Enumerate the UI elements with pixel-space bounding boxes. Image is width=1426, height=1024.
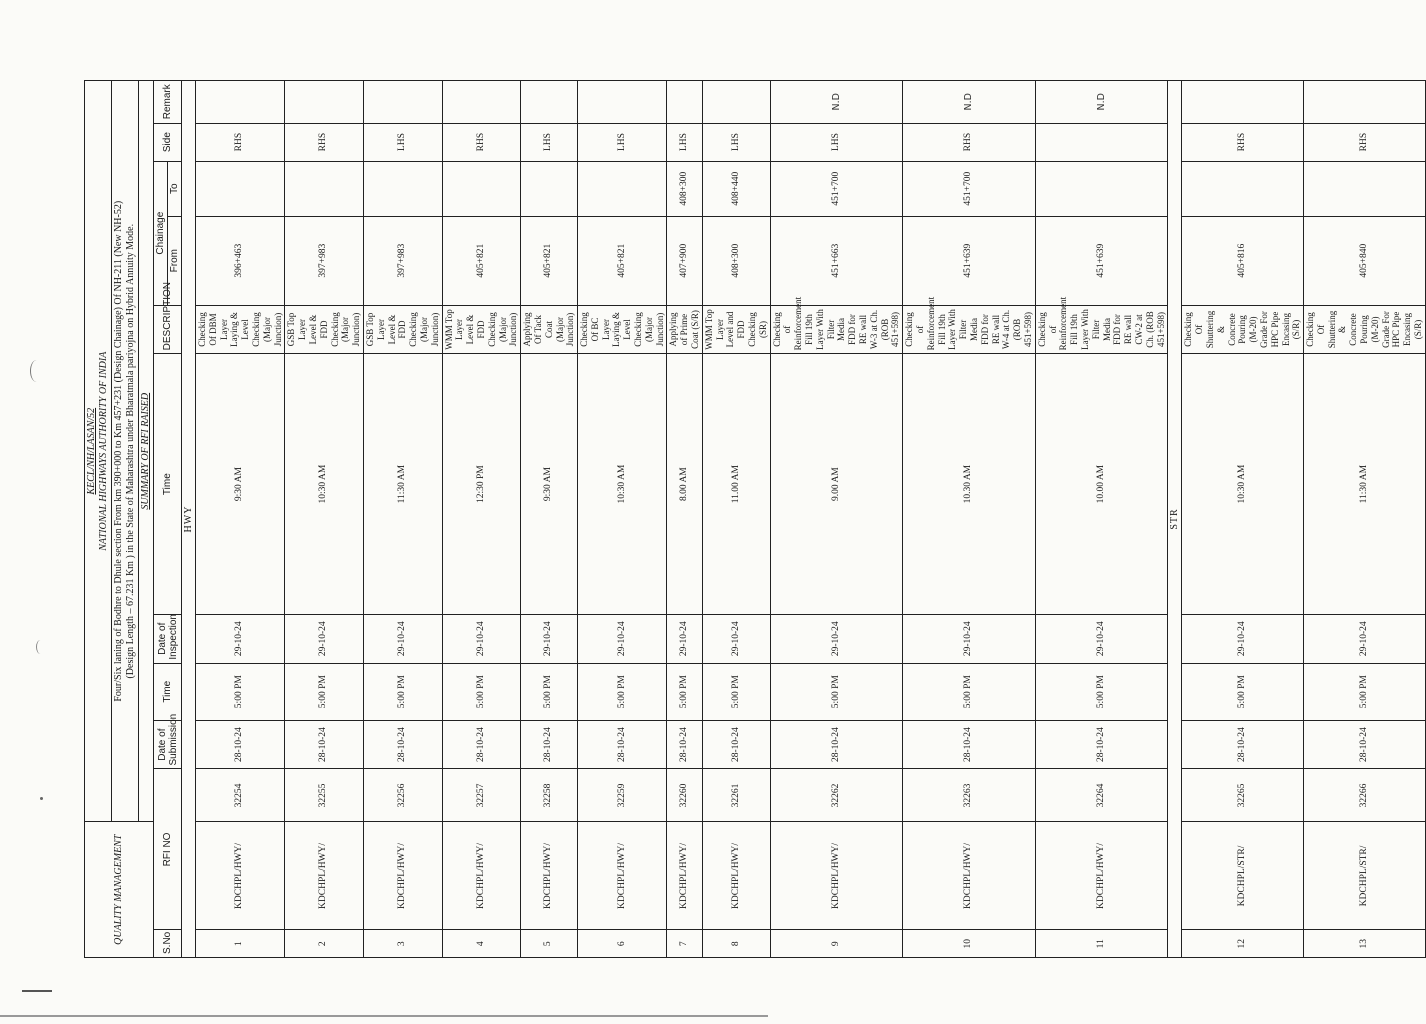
- time-submission-cell: 5:00 PM: [702, 663, 770, 720]
- date-submission-cell: 28-10-24: [442, 720, 521, 769]
- table-row: [363, 81, 442, 958]
- table-row: [1304, 81, 1426, 958]
- column-header-row: [154, 81, 168, 958]
- sno-cell: 8: [702, 930, 770, 958]
- sno-cell: 6: [578, 930, 667, 958]
- rfi-number-cell: 32255: [285, 769, 364, 822]
- scan-mark-arc: [30, 360, 43, 382]
- col-rfi-no: RFI NO: [154, 769, 182, 930]
- rfi-prefix-cell: KDCHPL/HWY/: [578, 822, 667, 930]
- sno-cell: 3: [363, 930, 442, 958]
- date-inspection-cell: 29-10-24: [521, 614, 578, 663]
- col-side: Side: [154, 123, 182, 161]
- chainage-to-cell: [1304, 161, 1426, 216]
- rfi-prefix-cell: KDCHPL/HWY/: [770, 822, 903, 930]
- rfi-number-cell: 32256: [363, 769, 442, 822]
- chainage-from-cell: 405+821: [578, 216, 667, 305]
- rfi-number-cell: 32254: [196, 769, 285, 822]
- time-inspection-cell: 11.00 AM: [702, 354, 770, 615]
- quality-management-label: QUALITY MANAGEMENT: [85, 822, 154, 958]
- remark-cell: [521, 81, 578, 124]
- side-cell: LHS: [770, 123, 903, 161]
- table-row: [285, 81, 364, 958]
- remark-cell: N.D: [903, 81, 1036, 124]
- col-chainage-from: From: [168, 216, 182, 305]
- authority-name: NATIONAL HIGHWAYS AUTHORITY OF INDIA: [98, 351, 109, 551]
- date-submission-cell: 28-10-24: [578, 720, 667, 769]
- date-submission-cell: 28-10-24: [667, 720, 702, 769]
- chainage-to-cell: [578, 161, 667, 216]
- hwy-rows: [196, 81, 1168, 958]
- description-cell: Checking Of Shuttering & Concrete Pouring (M-20) Grade For HPC Pipe Encasing (S/R): [1304, 305, 1426, 354]
- rfi-table: [84, 80, 1426, 958]
- time-submission-cell: 5:00 PM: [770, 663, 903, 720]
- side-cell: RHS: [1304, 123, 1426, 161]
- time-inspection-cell: 11:30 AM: [363, 354, 442, 615]
- rfi-number-cell: 32263: [903, 769, 1036, 822]
- time-submission-cell: 5:00 PM: [285, 663, 364, 720]
- rfi-prefix-cell: KDCHPL/HWY/: [363, 822, 442, 930]
- date-inspection-cell: 29-10-24: [667, 614, 702, 663]
- side-cell: LHS: [667, 123, 702, 161]
- date-submission-cell: 28-10-24: [363, 720, 442, 769]
- sno-cell: 13: [1304, 930, 1426, 958]
- date-submission-cell: 28-10-24: [521, 720, 578, 769]
- side-cell: RHS: [903, 123, 1036, 161]
- date-inspection-cell: 29-10-24: [770, 614, 903, 663]
- chainage-to-cell: 451+700: [770, 161, 903, 216]
- section-row-str: [1168, 81, 1182, 958]
- col-time-inspection: Time: [154, 354, 182, 615]
- rfi-number-cell: 32257: [442, 769, 521, 822]
- date-inspection-cell: 29-10-24: [702, 614, 770, 663]
- chainage-to-cell: [1035, 161, 1168, 216]
- rfi-number-cell: 32266: [1304, 769, 1426, 822]
- table-row: [578, 81, 667, 958]
- time-inspection-cell: 10.30 AM: [903, 354, 1036, 615]
- date-inspection-cell: 29-10-24: [363, 614, 442, 663]
- time-inspection-cell: 10.00 AM: [1035, 354, 1168, 615]
- table-row: [521, 81, 578, 958]
- sno-cell: 2: [285, 930, 364, 958]
- time-inspection-cell: 11:30 AM: [1304, 354, 1426, 615]
- remark-cell: [442, 81, 521, 124]
- rfi-prefix-cell: KDCHPL/STR/: [1182, 822, 1304, 930]
- date-inspection-cell: 29-10-24: [196, 614, 285, 663]
- col-date-submission: Date of Submission: [154, 720, 182, 769]
- table-row: [702, 81, 770, 958]
- date-submission-cell: 28-10-24: [285, 720, 364, 769]
- col-sno: S.No: [154, 930, 182, 958]
- time-inspection-cell: 10:30 AM: [285, 354, 364, 615]
- chainage-from-cell: 451+663: [770, 216, 903, 305]
- table-row: [770, 81, 903, 958]
- chainage-from-cell: 405+816: [1182, 216, 1304, 305]
- rfi-prefix-cell: KDCHPL/HWY/: [521, 822, 578, 930]
- side-cell: LHS: [521, 123, 578, 161]
- description-cell: Checking Of DBM Layer Laying & Level Checking (Major Junction): [196, 305, 285, 354]
- time-submission-cell: 5:00 PM: [196, 663, 285, 720]
- rfi-number-cell: 32260: [667, 769, 702, 822]
- remark-cell: [196, 81, 285, 124]
- col-chainage-to: To: [168, 161, 182, 216]
- description-cell: Applying Of Tack Coat (Major Junction): [521, 305, 578, 354]
- sno-cell: 4: [442, 930, 521, 958]
- description-cell: WMM Top Layer Level & FDD Checking (Major Junction): [442, 305, 521, 354]
- date-submission-cell: 28-10-24: [1304, 720, 1426, 769]
- chainage-from-cell: 405+840: [1304, 216, 1426, 305]
- remark-cell: [578, 81, 667, 124]
- side-cell: RHS: [442, 123, 521, 161]
- description-cell: Checking Of Shuttering & Concrete Pouring (M-20) Grade For HPC Pipe Encasing (S/R): [1182, 305, 1304, 354]
- remark-cell: N.D: [1035, 81, 1168, 124]
- date-submission-cell: 28-10-24: [903, 720, 1036, 769]
- rfi-prefix-cell: KDCHPL/HWY/: [667, 822, 702, 930]
- sno-cell: 10: [903, 930, 1036, 958]
- description-cell: Checking of Reinforcement Fill 19th Layer With Filter Media FDD for RE wall W-4 at Ch. (ROB 451+598): [903, 305, 1036, 354]
- date-inspection-cell: 29-10-24: [903, 614, 1036, 663]
- remark-cell: [702, 81, 770, 124]
- description-cell: Checking of Reinforcement Fill 19th Layer With Filter Media FDD for RE wall W-3 at Ch. (ROB 451+598): [770, 305, 903, 354]
- table-row: [1182, 81, 1304, 958]
- rfi-prefix-cell: KDCHPL/HWY/: [903, 822, 1036, 930]
- time-submission-cell: 5:00 PM: [1035, 663, 1168, 720]
- chainage-from-cell: 451+639: [903, 216, 1036, 305]
- rfi-prefix-cell: KDCHPL/HWY/: [1035, 822, 1168, 930]
- side-cell: RHS: [1182, 123, 1304, 161]
- rfi-number-cell: 32265: [1182, 769, 1304, 822]
- rfi-number-cell: 32258: [521, 769, 578, 822]
- chainage-to-cell: [1182, 161, 1304, 216]
- chainage-to-cell: [521, 161, 578, 216]
- time-inspection-cell: 10:30 AM: [578, 354, 667, 615]
- time-inspection-cell: 9.00 AM: [770, 354, 903, 615]
- time-submission-cell: 5:00 PM: [442, 663, 521, 720]
- description-cell: Checking of Reinforcement Fill 19th Layer With Filter Media FDD for RE wall CW-2 at Ch. (ROB 451+598): [1035, 305, 1168, 354]
- remark-cell: [363, 81, 442, 124]
- chainage-from-cell: 407+900: [667, 216, 702, 305]
- time-submission-cell: 5:00 PM: [903, 663, 1036, 720]
- date-submission-cell: 28-10-24: [196, 720, 285, 769]
- table-row: [442, 81, 521, 958]
- date-submission-cell: 28-10-24: [1035, 720, 1168, 769]
- date-inspection-cell: 29-10-24: [285, 614, 364, 663]
- date-submission-cell: 28-10-24: [770, 720, 903, 769]
- project-line-2: (Design Length – 67.231 Km ) in the State of Maharashtra under Bharatmala pariyojna on Hybrid Annuity Mode.: [125, 223, 136, 679]
- side-cell: [1035, 123, 1168, 161]
- date-inspection-cell: 29-10-24: [442, 614, 521, 663]
- chainage-from-cell: 396+463: [196, 216, 285, 305]
- remark-cell: N.D: [770, 81, 903, 124]
- chainage-from-cell: 397+983: [285, 216, 364, 305]
- chainage-to-cell: 408+300: [667, 161, 702, 216]
- chainage-to-cell: [363, 161, 442, 216]
- section-str: STR: [1168, 81, 1182, 958]
- time-submission-cell: 5:00 PM: [521, 663, 578, 720]
- remark-cell: [1182, 81, 1304, 124]
- description-cell: WMM Top Layer Level and FDD Checking (SR): [702, 305, 770, 354]
- side-cell: LHS: [363, 123, 442, 161]
- project-line-1: Four/Six laning of Bodhre to Dhule section From km 390+000 to Km 457+231 (Design Chainage) Of NH-211 (New NH-52): [113, 200, 124, 702]
- chainage-to-cell: [285, 161, 364, 216]
- chainage-to-cell: [442, 161, 521, 216]
- col-description: DESCRIPTION: [154, 305, 182, 354]
- description-cell: Applying of Prime Coat (S/R): [667, 305, 702, 354]
- header-row-1: [85, 81, 112, 958]
- scan-mark-edge: [0, 1015, 768, 1017]
- chainage-from-cell: 408+300: [702, 216, 770, 305]
- sno-cell: 11: [1035, 930, 1168, 958]
- rfi-number-cell: 32264: [1035, 769, 1168, 822]
- rfi-prefix-cell: KDCHPL/HWY/: [285, 822, 364, 930]
- scan-mark-line: [22, 990, 52, 992]
- date-inspection-cell: 29-10-24: [1035, 614, 1168, 663]
- rfi-number-cell: 32262: [770, 769, 903, 822]
- table-row: [903, 81, 1036, 958]
- sno-cell: 7: [667, 930, 702, 958]
- side-cell: LHS: [702, 123, 770, 161]
- date-submission-cell: 28-10-24: [1182, 720, 1304, 769]
- table-row: [196, 81, 285, 958]
- time-inspection-cell: 12:30 PM: [442, 354, 521, 615]
- summary-title: SUMMARY OF RFI RAISED: [139, 81, 154, 822]
- scan-mark-dot: [40, 797, 43, 800]
- date-inspection-cell: 29-10-24: [1304, 614, 1426, 663]
- side-cell: RHS: [285, 123, 364, 161]
- sno-cell: 9: [770, 930, 903, 958]
- side-cell: RHS: [196, 123, 285, 161]
- time-submission-cell: 5:00 PM: [1182, 663, 1304, 720]
- date-inspection-cell: 29-10-24: [578, 614, 667, 663]
- time-inspection-cell: 9:30 AM: [196, 354, 285, 615]
- rfi-number-cell: 32261: [702, 769, 770, 822]
- time-submission-cell: 5:00 PM: [578, 663, 667, 720]
- remark-cell: [285, 81, 364, 124]
- time-inspection-cell: 8.00 AM: [667, 354, 702, 615]
- description-cell: GSB Top Layer Level & FDD Checking (Major Junction): [285, 305, 364, 354]
- col-chainage: Chainage: [154, 161, 168, 305]
- chainage-from-cell: 451+639: [1035, 216, 1168, 305]
- chainage-from-cell: 405+821: [521, 216, 578, 305]
- rfi-prefix-cell: KDCHPL/STR/: [1304, 822, 1426, 930]
- time-submission-cell: 5:00 PM: [1304, 663, 1426, 720]
- section-row-hwy: [182, 81, 196, 958]
- time-inspection-cell: 10:30 AM: [1182, 354, 1304, 615]
- time-submission-cell: 5:00 PM: [667, 663, 702, 720]
- col-date-inspection: Date of Inspection: [154, 614, 182, 663]
- remark-cell: [667, 81, 702, 124]
- chainage-to-cell: [196, 161, 285, 216]
- time-submission-cell: 5:00 PM: [363, 663, 442, 720]
- sno-cell: 12: [1182, 930, 1304, 958]
- description-cell: Checking Of BC Layer Laying & Level Checking (Major Junction): [578, 305, 667, 354]
- time-inspection-cell: 9:30 AM: [521, 354, 578, 615]
- chainage-from-cell: 397+983: [363, 216, 442, 305]
- scan-mark-arc-2: [36, 640, 45, 654]
- date-inspection-cell: 29-10-24: [1182, 614, 1304, 663]
- chainage-to-cell: 451+700: [903, 161, 1036, 216]
- date-submission-cell: 28-10-24: [702, 720, 770, 769]
- table-row: [667, 81, 702, 958]
- col-remark: Remark: [154, 81, 182, 124]
- col-time-submission: Time: [154, 663, 182, 720]
- side-cell: LHS: [578, 123, 667, 161]
- rfi-prefix-cell: KDCHPL/HWY/: [196, 822, 285, 930]
- chainage-from-cell: 405+821: [442, 216, 521, 305]
- sno-cell: 1: [196, 930, 285, 958]
- rfi-prefix-cell: KDCHPL/HWY/: [442, 822, 521, 930]
- table-row: [1035, 81, 1168, 958]
- sno-cell: 5: [521, 930, 578, 958]
- str-rows: [1182, 81, 1426, 958]
- rfi-number-cell: 32259: [578, 769, 667, 822]
- chainage-to-cell: 408+440: [702, 161, 770, 216]
- org-code: KECL/NH/LASAN/52: [86, 407, 97, 495]
- section-hwy: HWY: [182, 81, 196, 958]
- description-cell: GSB Top Layer Level & FDD Checking (Major Junction): [363, 305, 442, 354]
- rfi-prefix-cell: KDCHPL/HWY/: [702, 822, 770, 930]
- remark-cell: [1304, 81, 1426, 124]
- rfi-summary-sheet: [84, 80, 1424, 958]
